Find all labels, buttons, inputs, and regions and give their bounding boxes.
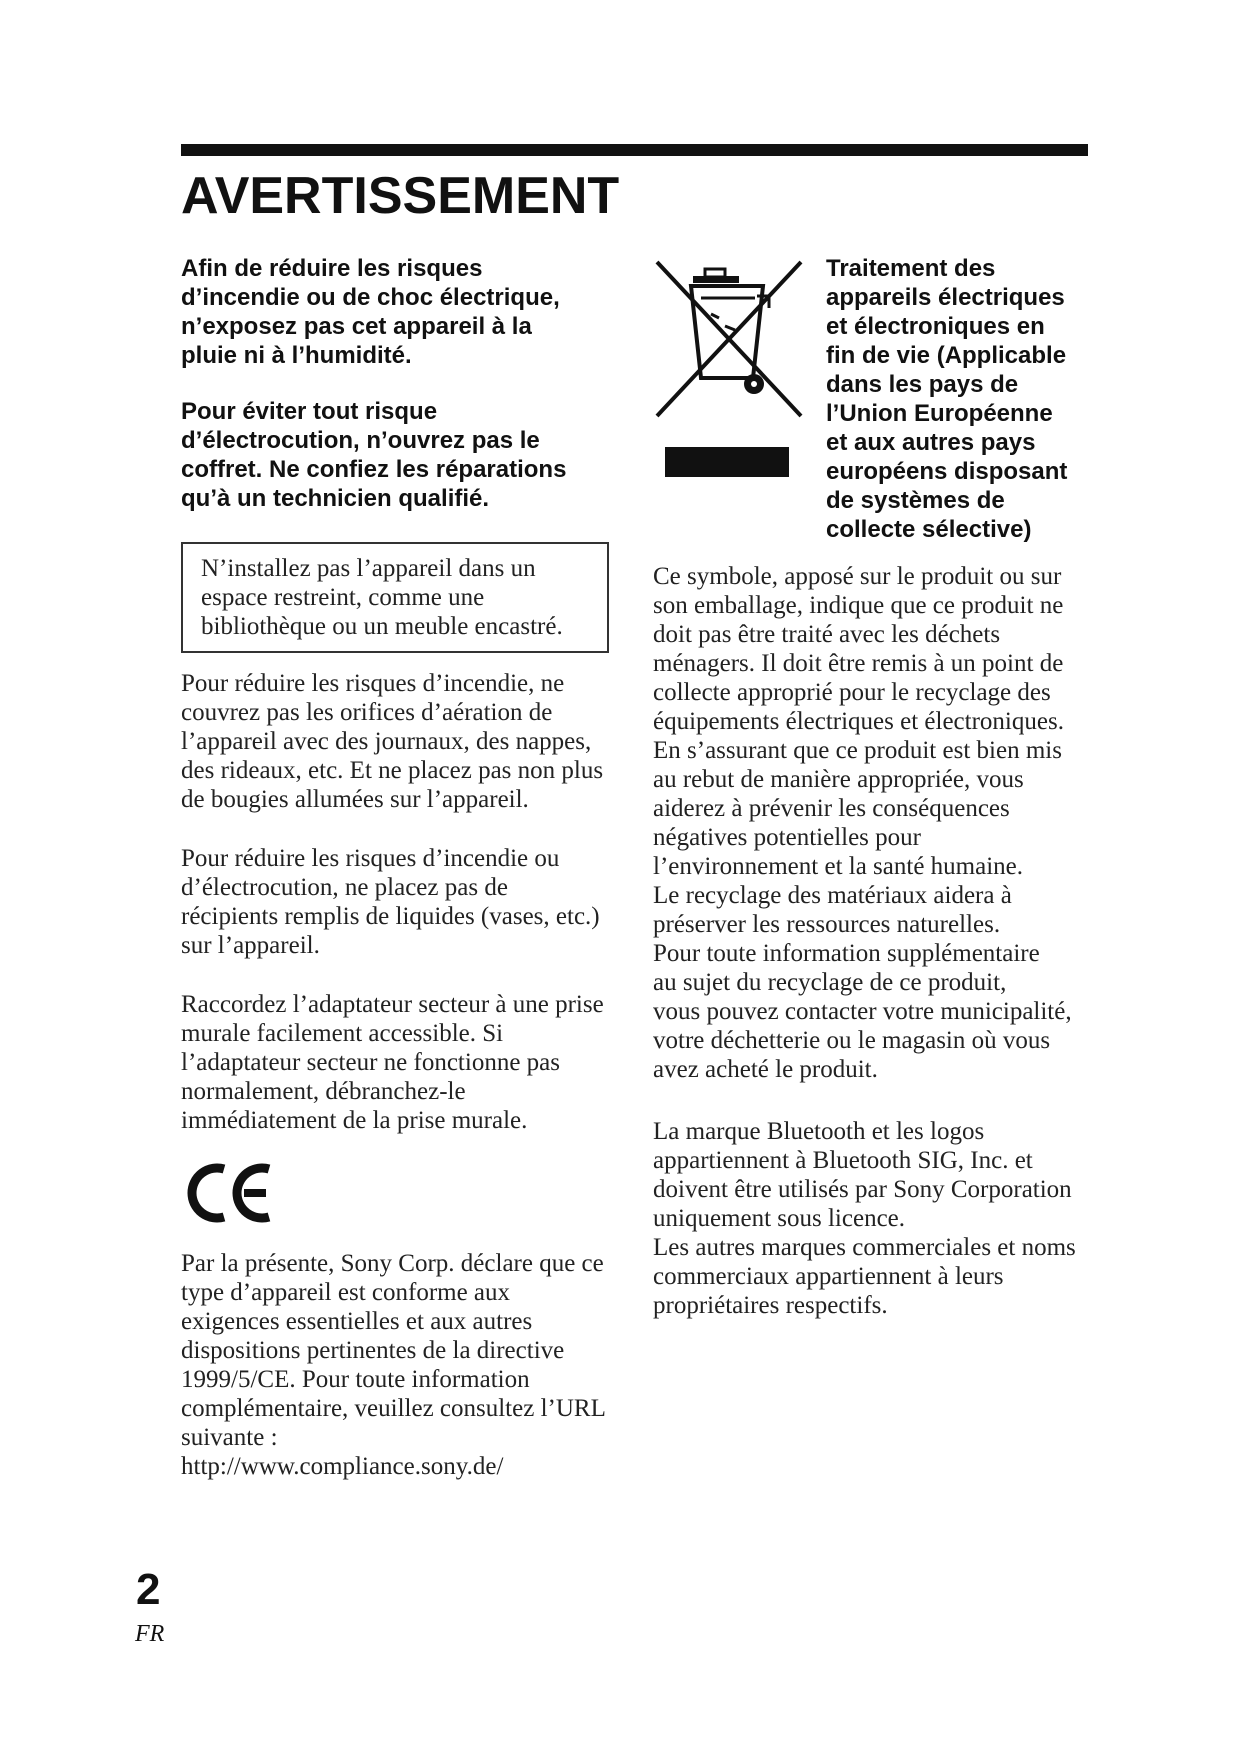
page-number: 2 <box>136 1565 161 1614</box>
bluetooth-trademark-text: La marque Bluetooth et les logos appartiennent à Bluetooth SIG, Inc. et doivent être utilisés par Sony Corporation uniquement sous licence. Les autres marques commerciales et noms commerciaux appartiennent à leurs propriétaires respectifs. <box>653 1118 1076 1319</box>
ce-mark-icon <box>186 1157 276 1229</box>
language-code: FR <box>135 1621 165 1647</box>
fire-shock-warning: Afin de réduire les risques d’incendie ou de choc électrique, n’exposez pas cet appareil à la pluie ni à l’humidité. <box>181 255 560 369</box>
liquid-paragraph: Pour réduire les risques d’incendie ou d’électrocution, ne placez pas de récipients remplis de liquides (vases, etc.) sur l’appareil. <box>181 845 600 959</box>
electrocution-warning: Pour éviter tout risque d’électrocution, n’ouvrez pas le coffret. Ne confiez les réparations qu’à un technicien qualifié. <box>181 398 567 512</box>
weee-crossed-bin-icon <box>653 258 805 488</box>
weee-description: Ce symbole, apposé sur le produit ou sur son emballage, indique que ce produit ne doit pas être traité avec les déchets ménagers. Il doit être remis à un point de collecte approprié pour le recyclage des équipements électriques et électroniques. En s’assurant que ce produit est bien mis au rebut de manière appropriée, vous aiderez à prévenir les conséquences négatives potentielles pour l’environnement et la santé humaine. Le recyclage des matériaux aidera à préserver les ressources naturelles. Pour toute information supplémentaire au sujet du recyclage de ce produit, vous pouvez contacter votre municipalité, votre déchetterie ou le magasin où vous avez acheté le produit. <box>653 563 1072 1083</box>
weee-heading: Traitement des appareils électriques et électroniques en fin de vie (Applicable dans les pays de l’Union Européenne et aux autres pays européens disposant de systèmes de collecte sélective) <box>826 255 1068 543</box>
ventilation-paragraph: Pour réduire les risques d’incendie, ne couvrez pas les orifices d’aération de l’appareil avec des journaux, des nappes, des rideaux, etc. Et ne placez pas non plus de bougies allumées sur l’appareil. <box>181 670 604 813</box>
adapter-paragraph: Raccordez l’adaptateur secteur à une prise murale facilement accessible. Si l’adaptateur secteur ne fonctionne pas normalement, débranchez-le immédiatement de la prise murale. <box>181 991 604 1134</box>
conformity-declaration: Par la présente, Sony Corp. déclare que ce type d’appareil est conforme aux exigences essentielles et aux autres dispositions pertinentes de la directive 1999/5/CE. Pour toute information complémentaire, veuillez consultez l’URL suivante : http://www.compliance.sony.de/ <box>181 1250 606 1480</box>
title-rule <box>181 144 1088 156</box>
installation-notice-box <box>181 542 609 653</box>
installation-notice-text: N’installez pas l’appareil dans un espace restreint, comme une bibliothèque ou un meuble encastré. <box>201 555 563 640</box>
page-title: AVERTISSEMENT <box>181 167 620 225</box>
